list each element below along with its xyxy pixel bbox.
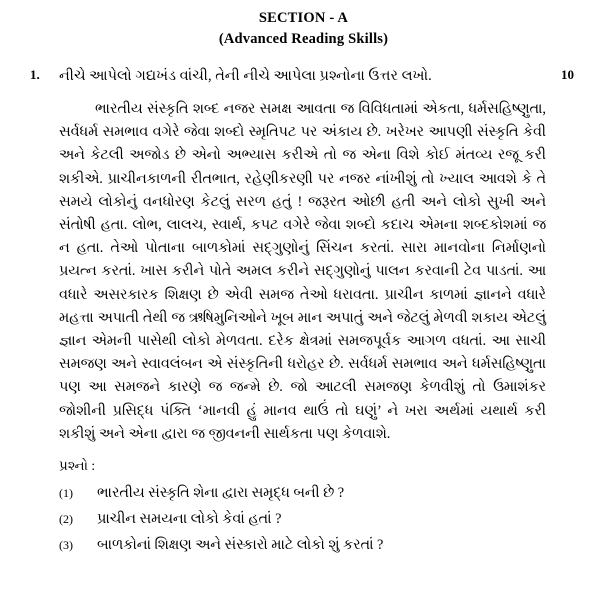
list-item-marker: (2)	[59, 512, 73, 527]
question-marks: 10	[561, 67, 574, 82]
question-one-header	[0, 67, 607, 89]
page-header	[0, 8, 607, 50]
questions-list	[59, 480, 607, 558]
questions-section	[0, 455, 607, 558]
list-item-marker: (3)	[59, 538, 73, 553]
list-item	[59, 506, 607, 532]
question-one-block	[0, 67, 607, 446]
passage-text: ભારતીય સંસ્કૃતિ શબ્દ નજર સમક્ષ આવતા જ વિવિધતામાં એકતા, ધર્મસહિષ્ણુતા, સર્વધર્મ સમભાવ વગેરે જેવા શબ્દો સ્મૃતિપટ પર અંકાય છે. ખરેખર આપણી સંસ્કૃતિ કેવી અને કેટલી અજોડ છે એનો અભ્યાસ કરીએ તો જ એના વિશે કોઈ મંતવ્ય રજૂ કરી શકીએ. પ્રાચીનકાળની રીતભાત, રહેણીકરણી પર નજર નાંખીશું તો ખ્યાલ આવશે કે તે સમયે લોકોનું વનધોરણ કેટલું સરળ હતું ! જરૂરત ઓછી હતી અને લોકો સુખી અને સંતોષી હતા. લોભ, લાલચ, સ્વાર્થ, કપટ વગેરે જેવા શબ્દો કદાચ એમના શબ્દકોશમાં જ ન હતા. તેઓ પોતાના બાળકોમાં સદ્‌ગુણોનું સિંચન કરતાં. સારા માનવોના નિર્માણનો પ્રયત્ન કરતાં. ખાસ કરીને પોતે અમલ કરીને સદ્‌ગુણોનું પાલન કરવાની ટેવ પાડતાં. આ વધારે અસરકારક શિક્ષણ છે એવી સમજ તેઓ ધરાવતા. પ્રાચીન કાળમાં જ્ઞાનને વધારે મહત્તા અપાતી તેથી જ ઋષિમુનિઓને ખૂબ માન અપાતું અને જેટલું મેળવી શકાય એટલું જ્ઞાન એમની પાસેથી લોકો મેળવતા. દરેક ક્ષેત્રમાં સમજપૂર્વક આગળ વધતાં. આ સાચી સમજણ અને સ્વાવલંબન એ સંસ્કૃતિની ધરોહર છે. સર્વધર્મ સમભાવ અને ધર્મસહિષ્ણુતા પણ આ સમજને કારણે જ જન્મે છે. જો આટલી સમજણ કેળવીશું તો ઉમાશંકર જોશીની પ્રસિદ્ધ પંક્તિ ‘માનવી હું માનવ થાઉં તો ઘણું’ ને ખરા અર્થમાં યથાર્થ કરી શકીશું અને એના દ્વારા જ જીવનની સાર્થકતા પણ કેળવાશે.	[59, 101, 546, 442]
section-title: SECTION - A	[258, 10, 349, 26]
list-item-marker: (1)	[59, 486, 73, 501]
question-instruction: નીચે આપેલો ગદ્યખંડ વાંચી, તેની નીચે આપેલા પ્રશ્નોના ઉત્તર લખો.	[59, 68, 432, 84]
reading-passage	[0, 98, 607, 446]
list-item-text: પ્રાચીન સમયના લોકો કેવાં હતાં ?	[97, 511, 282, 528]
list-item-text: ભારતીય સંસ્કૃતિ શેના દ્વારા સમૃદ્ધ બની છે ?	[97, 485, 345, 502]
list-item	[59, 532, 607, 558]
section-subtitle: (Advanced Reading Skills)	[218, 31, 389, 47]
list-item	[59, 480, 607, 506]
list-item-text: બાળકોનાં શિક્ષણ અને સંસ્કારો માટે લોકો શું કરતાં ?	[97, 537, 384, 554]
question-number: 1.	[30, 67, 40, 82]
questions-label: પ્રશ્નો :	[59, 458, 96, 474]
